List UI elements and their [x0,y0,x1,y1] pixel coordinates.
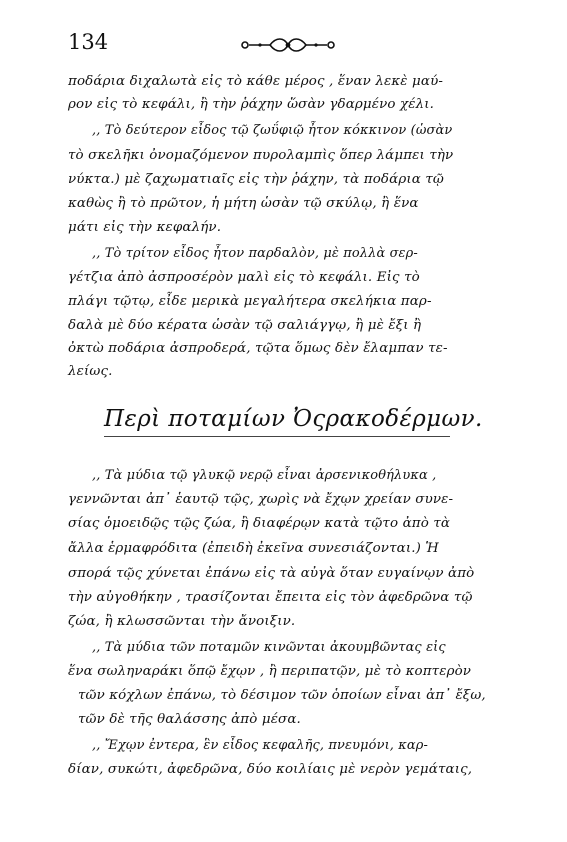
text-line: δαλὰ μὲ δύο κέρατα ὡσὰν τῷ σαλιάγγῳ, ἢ μὲ ἔξι ἢ [68,318,422,333]
text-line: σίας ὁμοειδῷς τῷς ζώα, ἢ διαφέρῳν κατὰ τῷτο ἀπὸ τὰ [68,516,451,531]
text-line: ρον εἰς τὸ κεφάλι, ἢ τὴν ῥάχην ὥσὰν γδαρμένο χέλι. [68,97,435,112]
text-line: ὀκτὼ ποδάρια ἀσπροδερά, τῷτα ὅμως δὲν ἔλαμπαν τε- [68,341,448,356]
page-header [68,30,498,60]
text-line: ,, Τὸ τρίτον εἶδος ἦτον παρδαλὸν, μὲ πολλὰ σερ- [92,246,418,261]
text-line: ,, Τὸ δεύτερον εἶδος τῷ ζωΰφιῷ ἦτον κόκκινον (ὡσὰν [92,123,453,138]
text-line: ποδάρια διχαλωτὰ εἰς τὸ κάθε μέρος , ἕναν λεκὲ μαύ- [68,74,444,89]
text-line: γεννῶνται ἀπ᾿ ἑαυτῷ τῷς, χωρὶς νὰ ἔχῳν χρείαν συνε- [68,492,454,507]
text-line: ζώα, ἢ κλωσσῶνται τὴν ἄνοιξιν. [68,614,296,629]
text-line: ,, Τὰ μύδια τῶν ποταμῶν κινῶνται ἀκουμβῶντας εἰς [92,640,446,655]
text-line: τὸ σκελῆκι ὀνομαζόμενον πυρολαμπὶς ὅπερ λάμπει τὴν [68,148,454,163]
text-line: νύκτα.) μὲ ζαχωματιαῖς εἰς τὴν ῥάχην, τὰ ποδάρια τῷ [68,172,444,187]
text-line: καθὼς ἢ τὸ πρῶτον, ἡ μήτη ὡσὰν τῷ σκύλῳ, ἢ ἕνα [68,196,419,211]
text-line: ,, Ἔχῳν ἐντερα, ἓν εἶδος κεφαλῆς, πνευμόνι, καρ- [92,738,429,753]
section-title-rule [104,436,450,437]
decorative-ornament-icon [240,36,336,54]
text-line: ἄλλα ἑρμαφρόδιτα (ἐπειδὴ ἐκεῖνα συνεσιάζονται.) Ἡ [68,541,439,556]
text-line: ,, Τὰ μύδια τῷ γλυκῷ νερῷ εἶναι ἀρσενικοθήλυκα , [92,468,437,483]
text-line: τῶν κόχλων ἐπάνω, τὸ δέσιμον τῶν ὁποίων εἶναι ἀπ᾿ ἔξω, [78,688,486,703]
text-line: γέτζια ἀπὸ ἀσπροσέρὸν μαλὶ εἰς τὸ κεφάλι. Εἰς τὸ [68,270,420,285]
text-line: λείως. [68,364,113,379]
text-line: τὴν αὐγοθήκην , τρασίζονται ἔπειτα εἰς τὸν ἀφεδρῶνα τῷ [68,590,473,605]
section-title: Περὶ ποταμίων Ὀςρακοδέρμων. [104,406,483,432]
text-line: τῶν δὲ τῆς θαλάσσης ἀπὸ μέσα. [78,712,301,727]
text-line: πλάγι τῷτῳ, εἶδε μερικὰ μεγαλήτερα σκελήκια παρ- [68,294,432,309]
page-number: 134 [68,30,109,54]
text-line: ἕνα σωληναράκι ὅπῷ ἔχῳν , ἢ περιπατῷν, μὲ τὸ κοπτερὸν [68,664,472,679]
text-line: μάτι εἰς τὴν κεφαλήν. [68,220,222,235]
text-line: σπορά τῷς χύνεται ἐπάνω εἰς τὰ αὐγὰ ὅταν ευγαίνῳν ἀπὸ [68,566,475,581]
text-line: δίαν, συκώτι, ἀφεδρῶνα, δύο κοιλίαις μὲ νερὸν γεμάταις, [68,762,473,777]
